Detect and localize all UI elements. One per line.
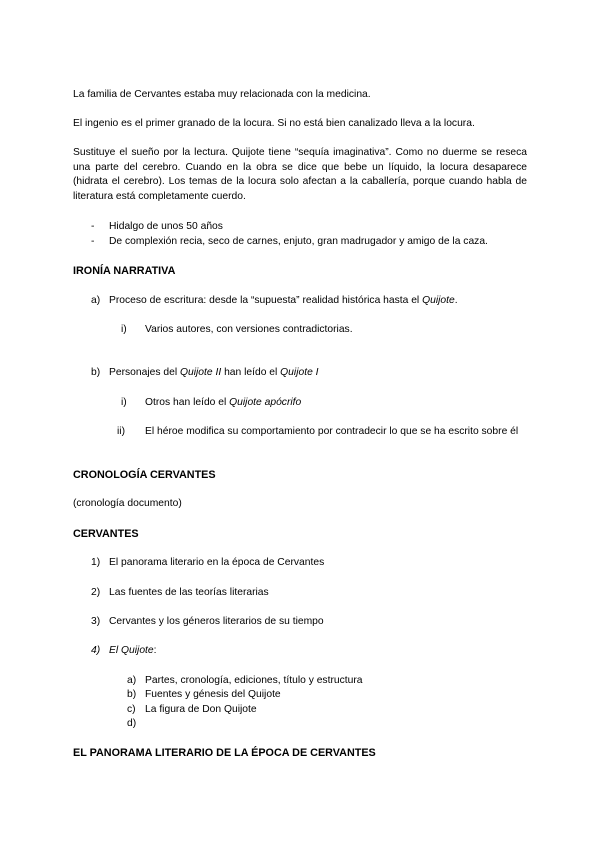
item-4-italic: El Quijote <box>109 645 154 656</box>
item-b-italic-1: Quijote II <box>179 367 222 378</box>
item-a-proceso-escritura <box>109 294 458 308</box>
marker-b-i: i) <box>121 397 127 408</box>
item-b-i-otros <box>145 396 301 410</box>
dash-marker: - <box>91 236 95 247</box>
paragraph-medicina: La familia de Cervantes estaba muy relacionada con la medicina. <box>73 89 371 100</box>
marker-sub-b: b) <box>127 689 137 700</box>
item-b-ii-heroe: El héroe modifica su comportamiento por contradecir lo que se ha escrito sobre él <box>145 426 519 437</box>
list-item-hidalgo: Hidalgo de unos 50 años <box>109 221 223 232</box>
item-a-text: Proceso de escritura: desde la “supuesta” realidad histórica hasta el <box>109 295 423 306</box>
marker-a: a) <box>91 295 101 306</box>
marker-3: 3) <box>91 616 101 627</box>
cronologia-note: (cronología documento) <box>73 498 182 509</box>
sub-item-partes: Partes, cronología, ediciones, título y estructura <box>145 675 363 686</box>
paragraph-ingenio: El ingenio es el primer granado de la locura. Si no está bien canalizado lleva a la locura. <box>73 118 475 129</box>
item-a-i-varios-autores: Varios autores, con versiones contradictorias. <box>145 324 353 335</box>
marker-2: 2) <box>91 587 101 598</box>
item-a-end: . <box>454 295 458 306</box>
item-b-i-italic: Quijote apócrifo <box>229 397 302 408</box>
list-item-el-quijote <box>109 644 157 658</box>
marker-sub-d: d) <box>127 718 137 729</box>
item-4-end: : <box>153 645 157 656</box>
item-b-text-2: han leído el <box>221 367 281 378</box>
heading-panorama-literario: EL PANORAMA LITERARIO DE LA ÉPOCA DE CERVANTES <box>73 747 376 759</box>
marker-1: 1) <box>91 557 101 568</box>
marker-sub-a: a) <box>127 675 137 686</box>
item-b-text-1: Personajes del <box>109 367 180 378</box>
list-item-complexion: De complexión recia, seco de carnes, enjuto, gran madrugador y amigo de la caza. <box>109 236 488 247</box>
marker-a-i: i) <box>121 324 127 335</box>
list-item-panorama: El panorama literario en la época de Cervantes <box>109 557 325 568</box>
heading-cervantes: CERVANTES <box>73 528 139 540</box>
sub-item-figura: La figura de Don Quijote <box>145 704 257 715</box>
heading-ironia-narrativa: IRONÍA NARRATIVA <box>73 265 176 277</box>
marker-b: b) <box>91 367 101 378</box>
heading-cronologia: CRONOLOGÍA CERVANTES <box>73 469 216 481</box>
marker-4: 4) <box>91 645 101 656</box>
item-b-i-text: Otros han leído el <box>145 397 230 408</box>
paragraph-sueno: Sustituye el sueño por la lectura. Quijote tiene “sequía imaginativa”. Como no duerme se reseca una parte del cerebro. Cuando en la obra se dice que bebe un líquido, la locura desaparece (hidrata el cerebro). Los temas de la locura solo afectan a la caballería, porque cuando habla de literatura está completamente cuerdo. <box>73 147 527 202</box>
sub-item-fuentes: Fuentes y génesis del Quijote <box>145 689 281 700</box>
item-a-italic-title: Quijote <box>422 295 455 306</box>
marker-b-ii: ii) <box>117 426 126 437</box>
item-b-italic-2: Quijote I <box>280 367 319 378</box>
list-item-generos: Cervantes y los géneros literarios de su tiempo <box>109 616 324 627</box>
marker-sub-c: c) <box>127 704 136 715</box>
item-b-personajes <box>109 366 319 380</box>
dash-marker: - <box>91 221 95 232</box>
list-item-fuentes: Las fuentes de las teorías literarias <box>109 587 269 598</box>
